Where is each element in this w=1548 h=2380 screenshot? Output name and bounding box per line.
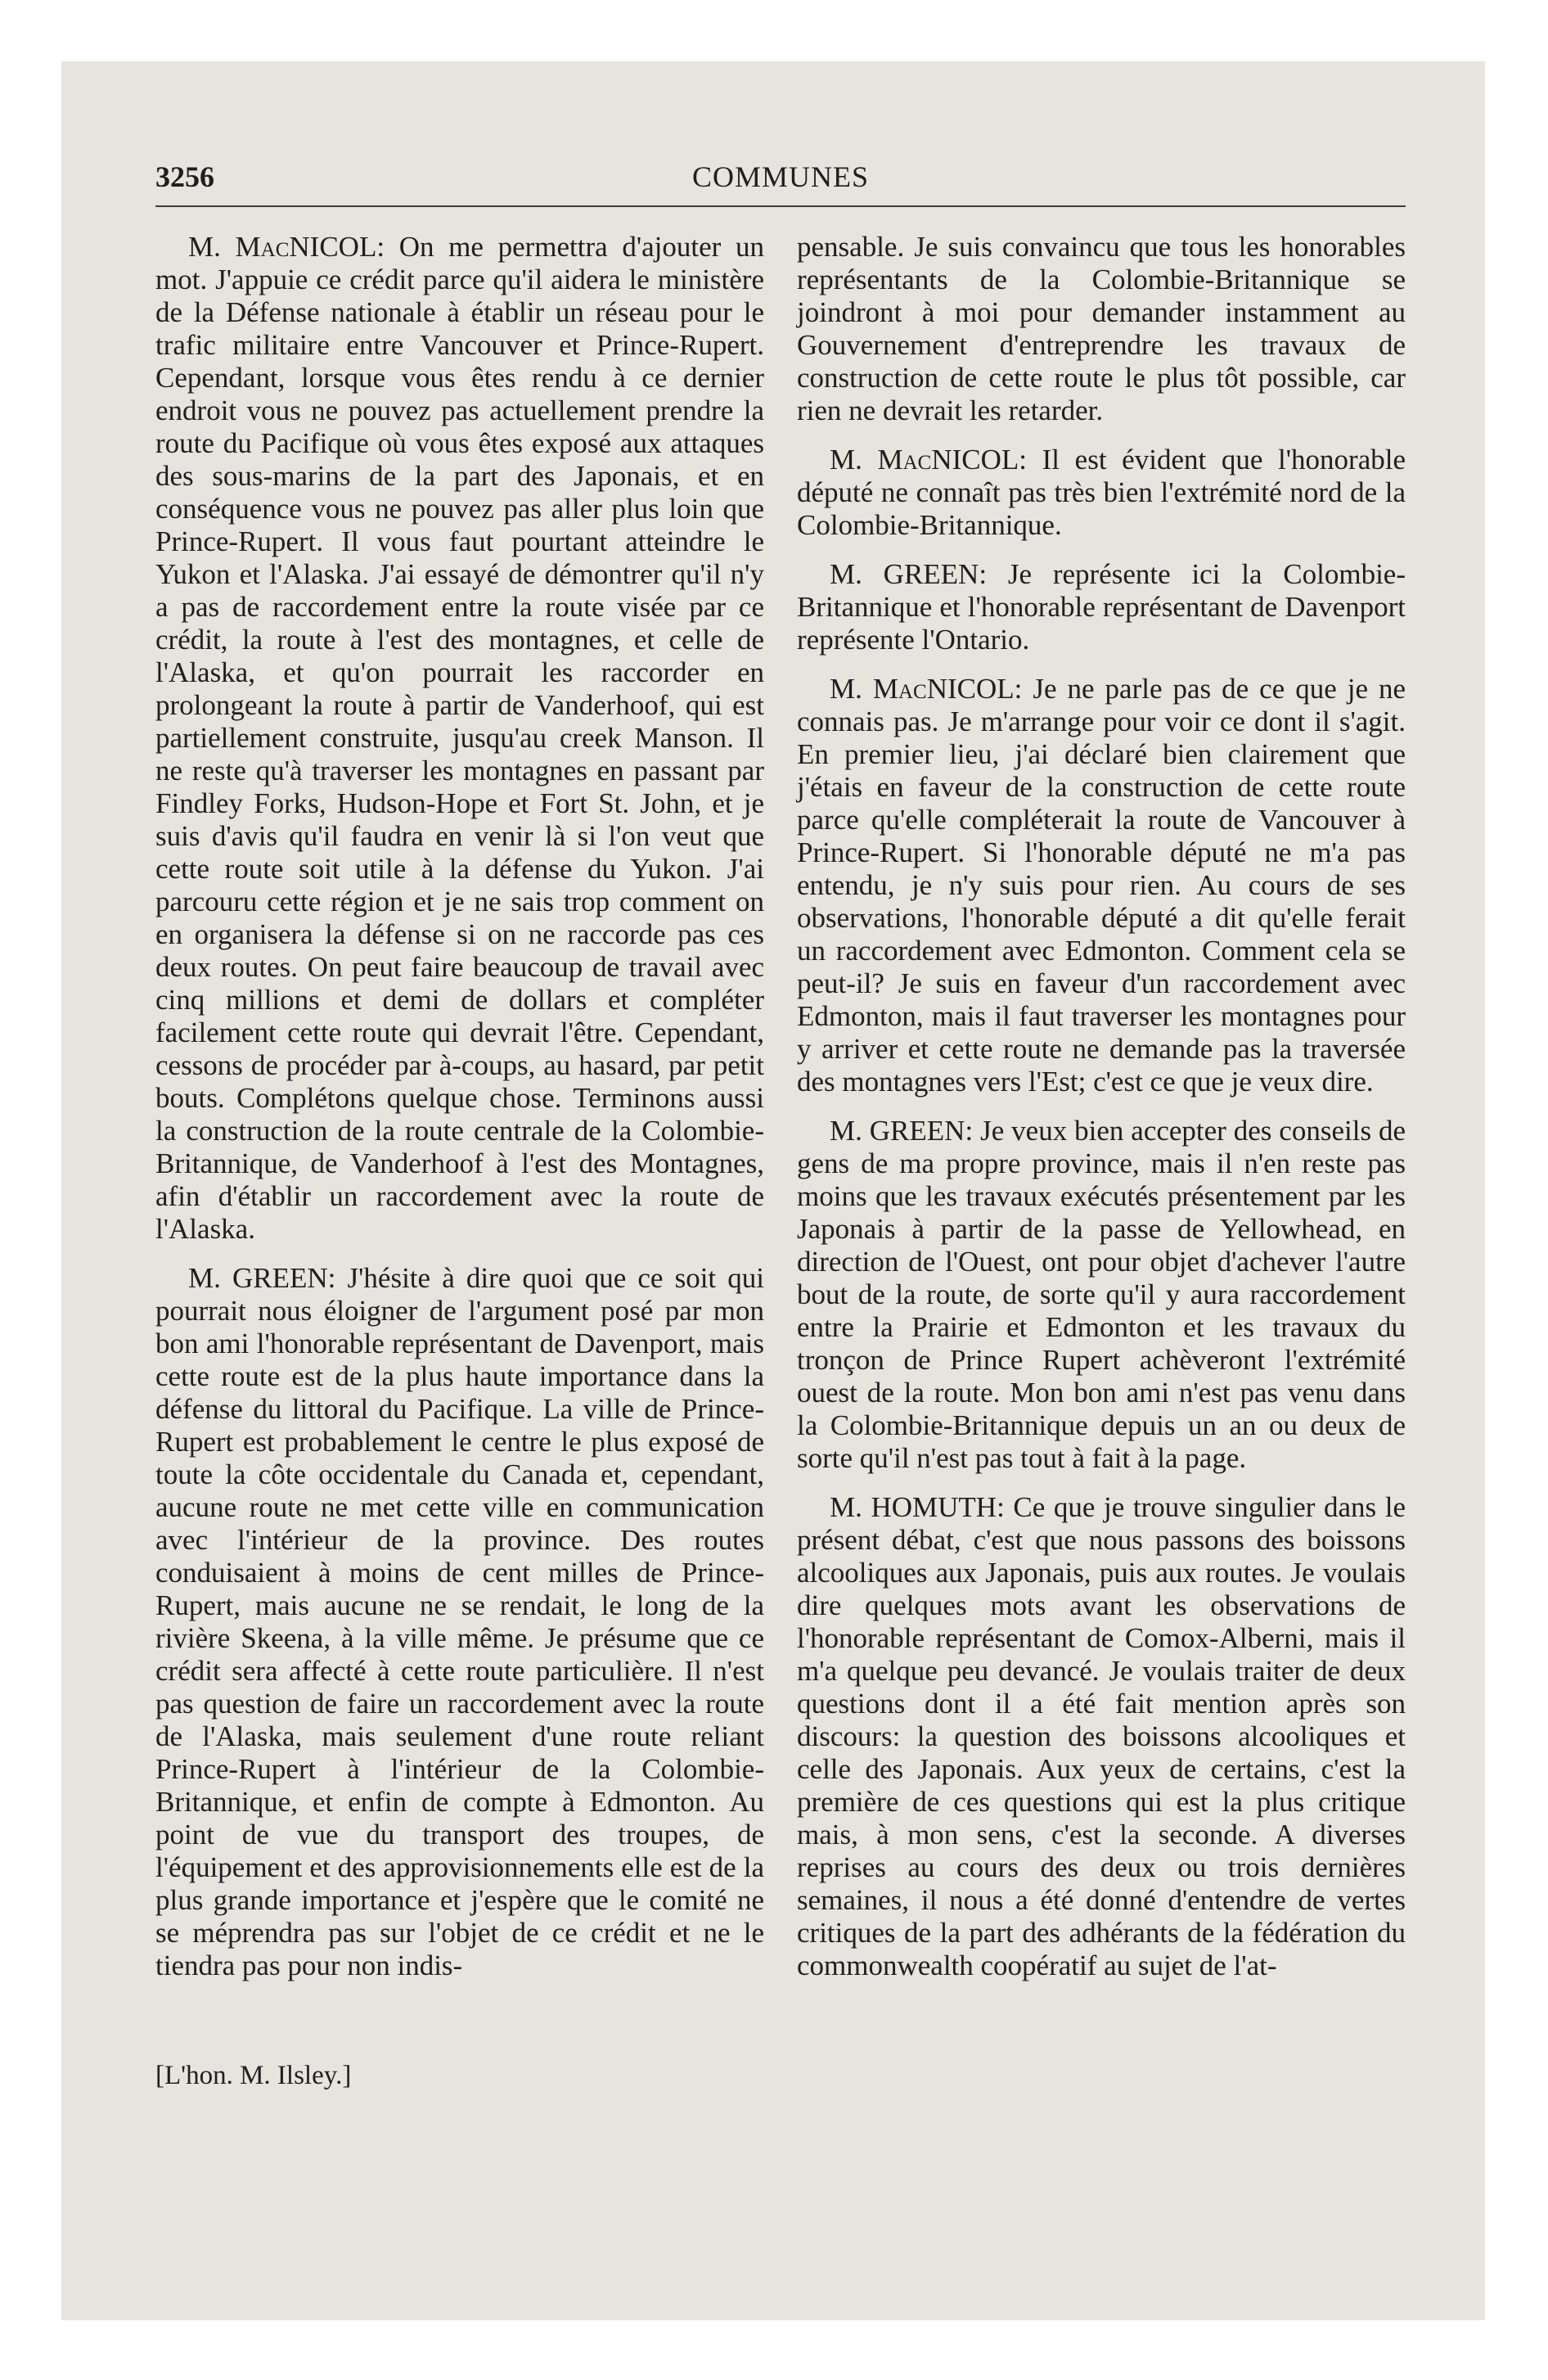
- speaker-name: M. GREEN:: [830, 558, 988, 590]
- speaker-name: M. MacNICOL:: [188, 231, 385, 263]
- speaker-name: M. GREEN:: [188, 1262, 336, 1294]
- paragraph: [797, 673, 1406, 1098]
- paragraph: [797, 1115, 1406, 1475]
- running-head: COMMUNES: [691, 160, 870, 193]
- paragraph: [155, 231, 764, 1246]
- speaker-name: M. MacNICOL:: [830, 673, 1023, 705]
- paragraph-text: Je veux bien accepter des conseils de gens de ma propre province, mais il n'en reste pas moins que les travaux exécutés présentement par les Japonais à partir de la passe de Yellowhead, en direction de l'Ouest, ont pour objet d'achever l'autre bout de la route, de sorte qu'il y aura raccordement entre la Prairie et Edmonton et les travaux du tronçon de Prince Rupert achèveront l'extrémité ouest de la route. Mon bon ami n'est pas venu dans la Colombie-Britannique depuis un an ou deux de sorte qu'il n'est pas tout à fait à la page.: [797, 1115, 1406, 1474]
- right-column: [797, 231, 1406, 1999]
- left-column: [155, 231, 764, 1999]
- speaker-name: M. GREEN:: [830, 1115, 974, 1147]
- paragraph: [797, 444, 1406, 542]
- paragraph: [155, 1262, 764, 1982]
- paragraph-text: pensable. Je suis convaincu que tous les honorables représentants de la Colombie-Britannique se joindront à moi pour demander instamment au Gouvernement d'entreprendre les travaux de construction de cette route le plus tôt possible, car rien ne devrait les retarder.: [797, 231, 1406, 426]
- page-number: 3256: [155, 160, 214, 193]
- paragraph: [797, 558, 1406, 656]
- paragraph-text: Je représente ici la Colombie-Britannique et l'honorable représentant de Davenport représente l'Ontario.: [797, 558, 1406, 656]
- paragraph-text: J'hésite à dire quoi que ce soit qui pourrait nous éloigner de l'argument posé par mon bon ami l'honorable représentant de Davenport, mais cette route est de la plus haute importance dans la défense du littoral du Pacifique. La ville de Prince-Rupert est probablement le centre le plus exposé de toute la côte occidentale du Canada et, cependant, aucune route ne met cette ville en communication avec l'intérieur de la province. Des routes conduisaient à moins de cent milles de Prince-Rupert, mais aucune ne se rendait, le long de la rivière Skeena, à la ville même. Je présume que ce crédit sera affecté à cette route particulière. Il n'est pas question de faire un raccordement avec la route de l'Alaska, mais seulement d'une route reliant Prince-Rupert à l'intérieur de la Colombie-Britannique, et enfin de compte à Edmonton. Au point de vue du transport des troupes, de l'équipement et des approvisionnements elle est de la plus grande importance et j'espère que le comité ne se méprendra pas sur l'objet de ce crédit et ne le tiendra pas pour non indis-: [155, 1262, 764, 1981]
- speaker-reference-footer: [L'hon. M. Ilsley.]: [155, 2061, 352, 2090]
- paragraph-continued: [797, 231, 1406, 427]
- paragraph-text: Je ne parle pas de ce que je ne connais pas. Je m'arrange pour voir ce dont il s'agit. En premier lieu, j'ai déclaré bien clairement que j'étais en faveur de la construction de cette route parce qu'elle compléterait la route de Vancouver à Prince-Rupert. Si l'honorable député ne m'a pas entendu, je n'y suis pour rien. Au cours de ses observations, l'honorable député a dit qu'elle ferait un raccordement avec Edmonton. Comment cela se peut-il? Je suis en faveur d'un raccordement avec Edmonton, mais il faut traverser les montagnes pour y arriver et cette route ne demande pas la traversée des montagnes vers l'Est; c'est ce que je veux dire.: [797, 673, 1406, 1098]
- paragraph-text: Ce que je trouve singulier dans le présent débat, c'est que nous passons des boissons alcooliques aux Japonais, puis aux routes. Je voulais dire quelques mots avant les observations de l'honorable représentant de Comox-Alberni, mais il m'a quelque peu devancé. Je voulais traiter de deux questions dont il a été fait mention après son discours: la question des boissons alcooliques et celle des Japonais. Aux yeux de certains, c'est la première de ces questions qui est la plus critique mais, à mon sens, c'est la seconde. A diverses reprises au cours des deux ou trois dernières semaines, il nous a été donné d'entendre de vertes critiques de la part des adhérants de la fédération du commonwealth coopératif au sujet de l'at-: [797, 1491, 1406, 1981]
- paragraph-text: On me permettra d'ajouter un mot. J'appuie ce crédit parce qu'il aidera le ministère de la Défense nationale à établir un réseau pour le trafic militaire entre Vancouver et Prince-Rupert. Cependant, lorsque vous êtes rendu à ce dernier endroit vous ne pouvez pas actuellement prendre la route du Pacifique où vous êtes exposé aux attaques des sous-marins de la part des Japonais, et en conséquence vous ne pouvez pas aller plus loin que Prince-Rupert. Il vous faut pourtant atteindre le Yukon et l'Alaska. J'ai essayé de démontrer qu'il n'y a pas de raccordement entre la route visée par ce crédit, la route à l'est des montagnes, et celle de l'Alaska, et qu'on pourrait les raccorder en prolongeant la route à partir de Vanderhoof, qui est partiellement construite, jusqu'au creek Manson. Il ne reste qu'à traverser les montagnes en passant par Findley Forks, Hudson-Hope et Fort St. John, et je suis d'avis qu'il faudra en venir là si l'on veut que cette route soit utile à la défense du Yukon. J'ai parcouru cette région et je ne sais trop comment on en organisera la défense si on ne raccorde pas ces deux routes. On peut faire beaucoup de travail avec cinq millions et demi de dollars et compléter facilement cette route qui devrait l'être. Cependant, cessons de procéder par à-coups, au hasard, par petit bouts. Complétons quelque chose. Terminons aussi la construction de la route centrale de la Colombie-Britannique, de Vanderhoof à l'est des Montagnes, afin d'établir un raccordement avec la route de l'Alaska.: [155, 231, 764, 1245]
- paragraph: [797, 1491, 1406, 1982]
- paragraph-text: Il est évident que l'honorable député ne connaît pas très bien l'extrémité nord de la Colombie-Britannique.: [797, 444, 1406, 541]
- speaker-name: M. MacNICOL:: [830, 444, 1028, 476]
- speaker-name: M. HOMUTH:: [830, 1491, 1005, 1523]
- page-header: [155, 160, 1406, 207]
